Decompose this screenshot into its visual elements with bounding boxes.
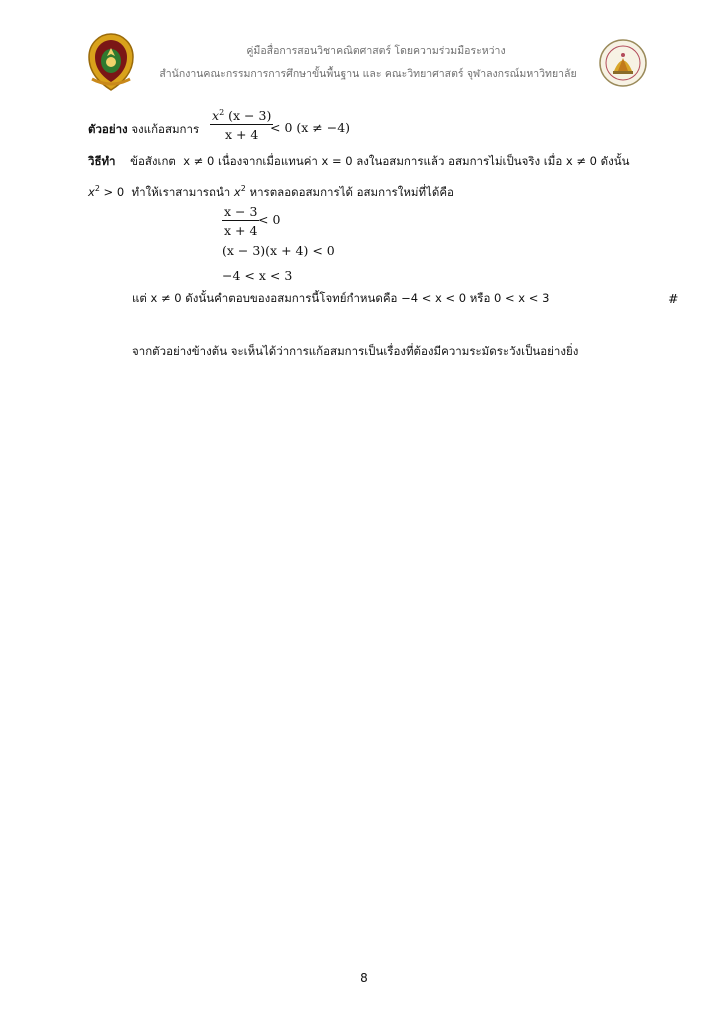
example-numerator: $x^2$ (x − 3)	[212, 108, 272, 123]
solution-line-2: $x^2 > 0$ ทำให้เราสามารถนำ $x^2$ หารตลอดอสมการได้ อสมการใหม่ที่ได้คือ	[88, 184, 454, 199]
solution-line-1	[88, 156, 629, 168]
solution-text-f: หารตลอดอสมการได้ อสมการใหม่ที่ได้คือ	[249, 185, 454, 199]
conclusion-expr: x ≠ 0	[150, 291, 182, 305]
step1-denominator: x + 4	[224, 223, 258, 238]
closing-remark: จากตัวอย่างข้างต้น จะเห็นได้ว่าการแก้อสมการเป็นเรื่องที่ต้องมีความระมัดระวังเป็นอย่างยิ่ง	[132, 344, 579, 358]
example-label: ตัวอย่าง	[88, 122, 128, 136]
conclusion-text-a: แต่	[132, 291, 147, 305]
header-title-line2: สำนักงานคณะกรรมการการศึกษาขั้นพื้นฐาน และ คณะวิทยาศาสตร์ จุฬาลงกรณ์มหาวิทยาลัย	[159, 68, 577, 80]
conclusion-text-b: ดังนั้นคำตอบของอสมการนี้โจทย์กำหนดคือ	[185, 291, 398, 305]
example-fraction	[210, 108, 273, 142]
solution-text-b: เนื่องจากเมื่อแทนค่า	[217, 154, 318, 168]
header-title-line1: คู่มือสื่อการสอนวิชาคณิตศาสตร์ โดยความร่วมมือระหว่าง	[246, 45, 506, 57]
example-denominator: x + 4	[224, 127, 259, 142]
example-line	[88, 124, 199, 136]
step1-rhs: < 0	[258, 212, 281, 227]
solution-label: วิธีทำ	[88, 154, 116, 168]
example-num-expr: (x − 3)	[228, 108, 272, 123]
solution-text-e: ทำให้เราสามารถนำ	[131, 185, 231, 199]
step2-expression: (x − 3)(x + 4) < 0	[222, 243, 335, 258]
solution-expr-d: > 0	[99, 185, 125, 199]
example-rhs-value: < 0	[270, 120, 293, 135]
solution-expr-c: x ≠ 0	[565, 154, 597, 168]
conclusion-line	[132, 293, 549, 305]
page-number: 8	[360, 971, 368, 985]
step1-numerator: x − 3	[224, 204, 258, 219]
example-text: จงแก้อสมการ	[131, 122, 200, 136]
example-condition: (x ≠ −4)	[296, 120, 351, 135]
answer-1: −4 < x < 0	[401, 291, 467, 305]
step3-expression: −4 < x < 3	[222, 268, 293, 283]
solution-expr-a: x ≠ 0	[183, 154, 215, 168]
example-rhs	[270, 122, 350, 135]
step1-fraction	[222, 204, 259, 238]
end-mark: #	[668, 291, 679, 306]
solution-text-c: ลงในอสมการแล้ว อสมการไม่เป็นจริง เมื่อ	[356, 154, 563, 168]
conclusion-or: หรือ	[469, 291, 491, 305]
answer-2: 0 < x < 3	[494, 291, 550, 305]
solution-text-d: ดังนั้น	[600, 154, 630, 168]
solution-text-a: ข้อสังเกต	[130, 154, 176, 168]
solution-expr-b: x = 0	[321, 154, 353, 168]
